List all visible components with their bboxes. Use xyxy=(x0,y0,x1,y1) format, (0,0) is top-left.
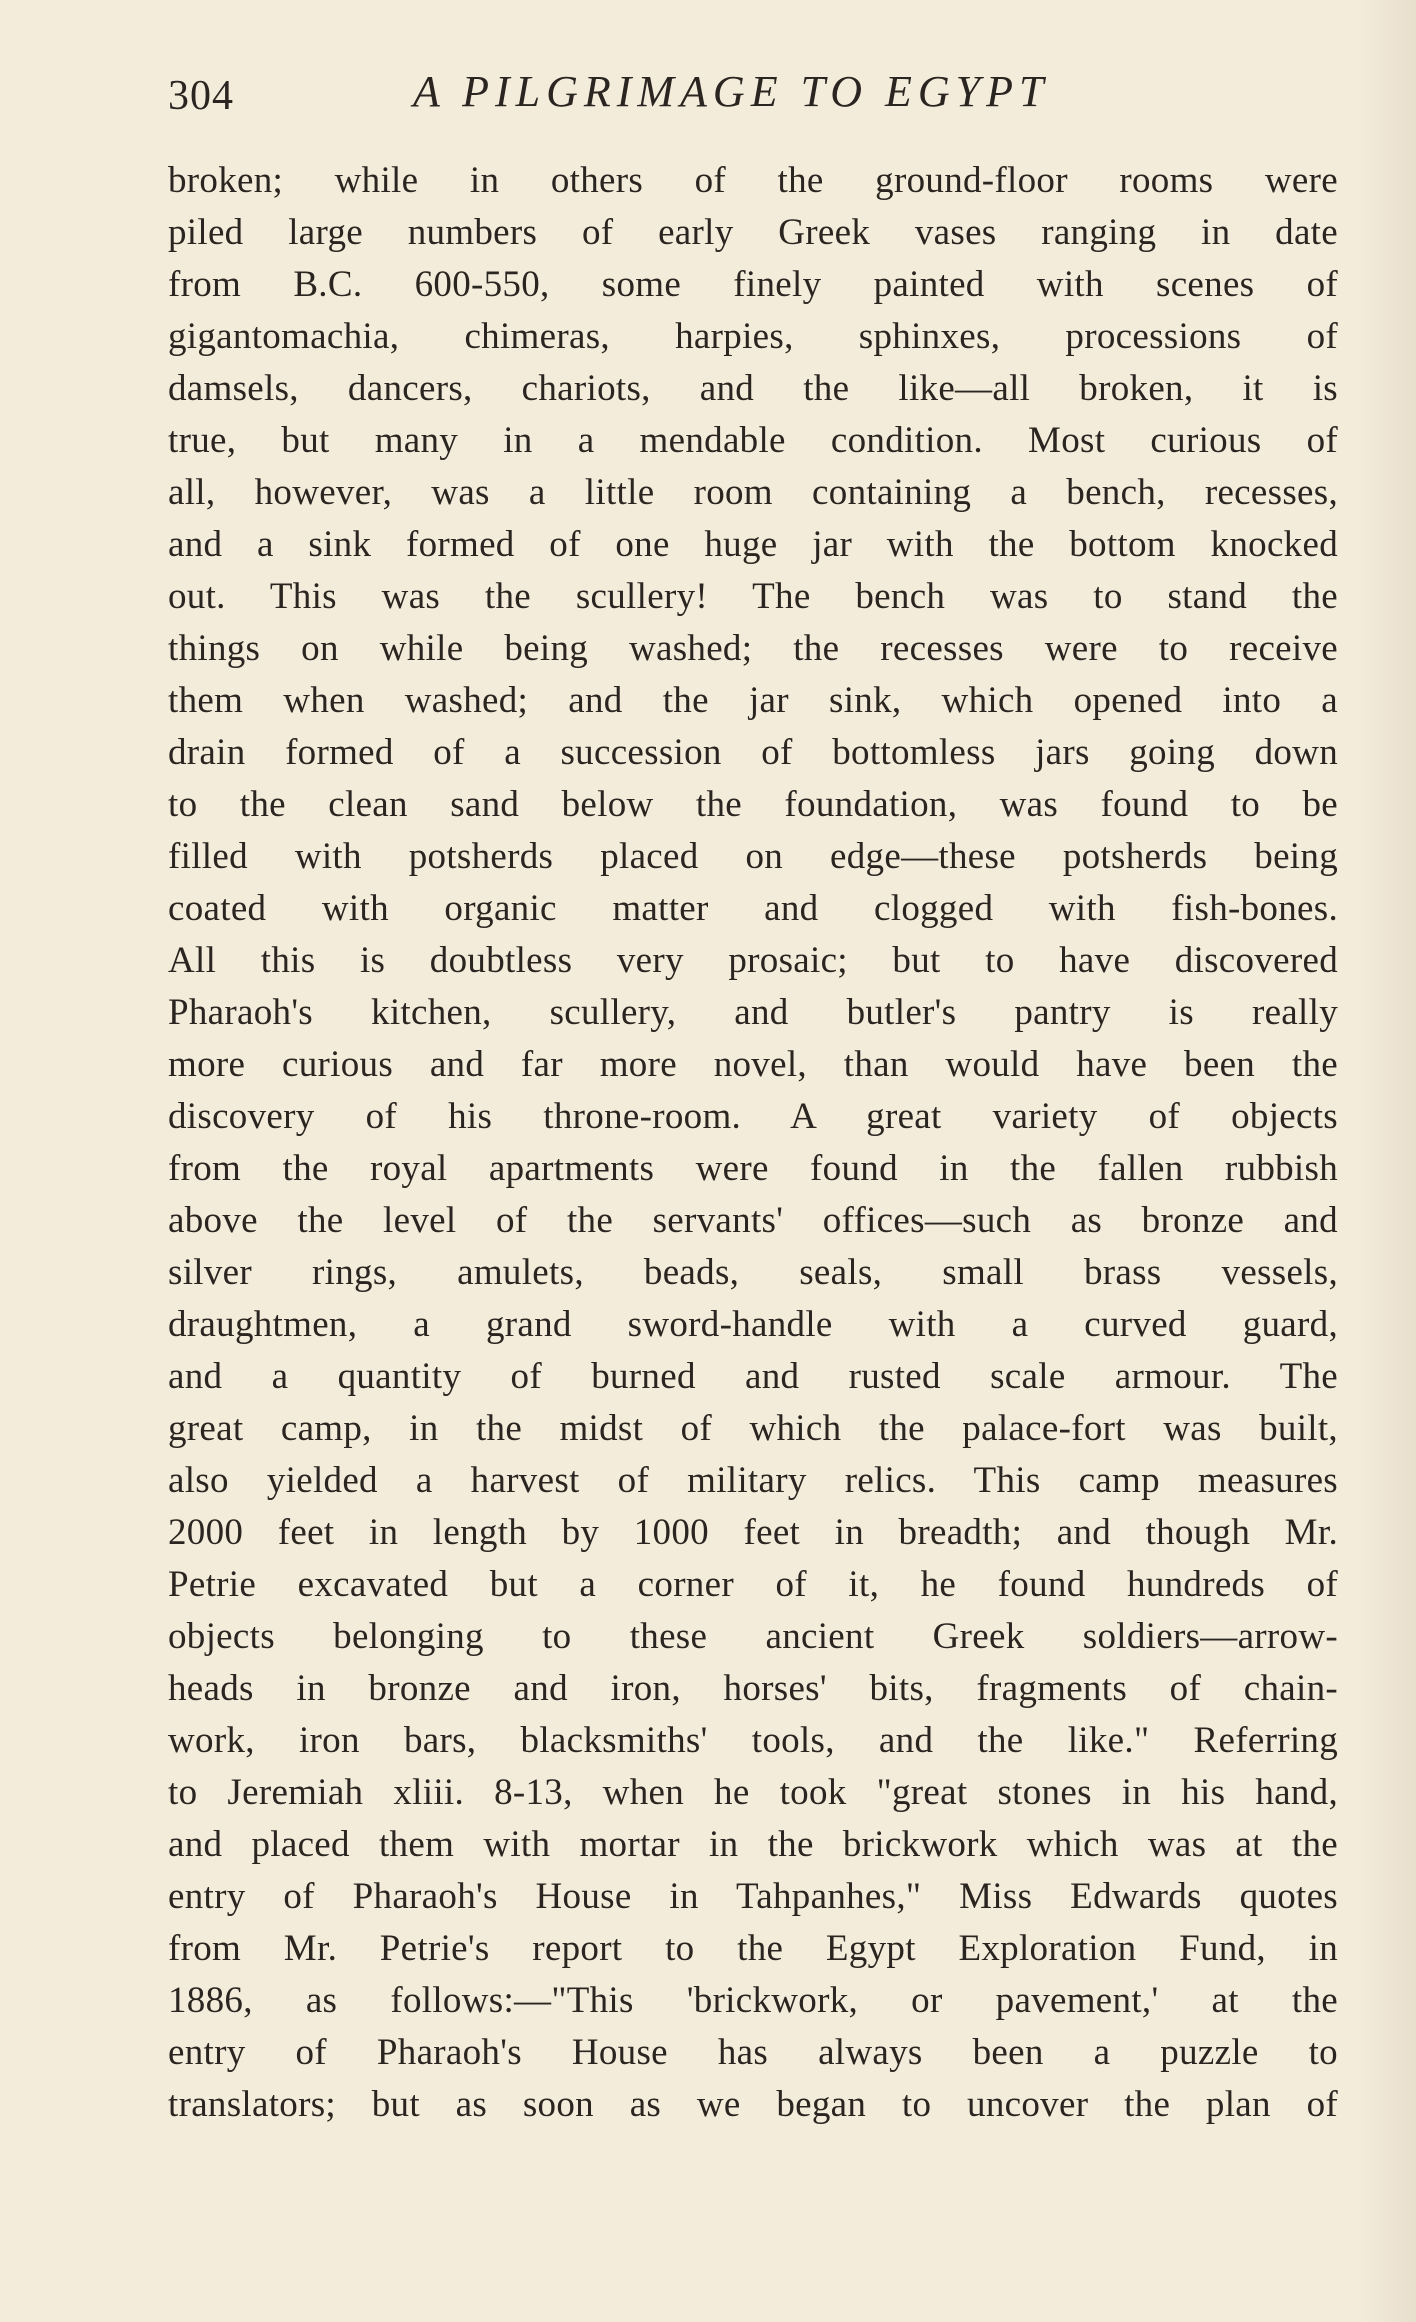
text-line: above the level of the servants' offices—such as bronze and xyxy=(168,1200,1338,1241)
text-line: broken; while in others of the ground-floor rooms were xyxy=(168,160,1338,201)
text-line: objects belonging to these ancient Greek soldiers—arrow- xyxy=(168,1616,1338,1657)
text-line: gigantomachia, chimeras, harpies, sphinxes, processions of xyxy=(168,316,1338,357)
text-line: entry of Pharaoh's House has always been a puzzle to xyxy=(168,2032,1338,2073)
page-number: 304 xyxy=(168,73,234,119)
text-line: things on while being washed; the recesses were to receive xyxy=(168,628,1338,669)
text-line: All this is doubtless very prosaic; but to have discovered xyxy=(168,940,1338,981)
text-line: Pharaoh's kitchen, scullery, and butler's pantry is really xyxy=(168,992,1338,1033)
text-line: drain formed of a succession of bottomless jars going down xyxy=(168,732,1338,773)
text-line: damsels, dancers, chariots, and the like—all broken, it is xyxy=(168,368,1338,409)
text-line: and a quantity of burned and rusted scale armour. The xyxy=(168,1356,1338,1397)
text-line: great camp, in the midst of which the palace-fort was built, xyxy=(168,1408,1338,1449)
page-header xyxy=(168,62,1338,132)
text-line: from Mr. Petrie's report to the Egypt Exploration Fund, in xyxy=(168,1928,1338,1969)
text-line: work, iron bars, blacksmiths' tools, and the like." Referring xyxy=(168,1720,1338,1761)
text-line: piled large numbers of early Greek vases ranging in date xyxy=(168,212,1338,253)
text-line: 2000 feet in length by 1000 feet in breadth; and though Mr. xyxy=(168,1512,1338,1553)
text-line: to the clean sand below the foundation, was found to be xyxy=(168,784,1338,825)
text-line: entry of Pharaoh's House in Tahpanhes," Miss Edwards quotes xyxy=(168,1876,1338,1917)
text-line: and a sink formed of one huge jar with the bottom knocked xyxy=(168,524,1338,565)
text-line: and placed them with mortar in the brickwork which was at the xyxy=(168,1824,1338,1865)
text-line: to Jeremiah xliii. 8-13, when he took "great stones in his hand, xyxy=(168,1772,1338,1813)
text-line: from the royal apartments were found in the fallen rubbish xyxy=(168,1148,1338,1189)
text-line: 1886, as follows:—"This 'brickwork, or pavement,' at the xyxy=(168,1980,1338,2021)
text-line: them when washed; and the jar sink, which opened into a xyxy=(168,680,1338,721)
text-line: out. This was the scullery! The bench was to stand the xyxy=(168,576,1338,617)
text-line: coated with organic matter and clogged with fish-bones. xyxy=(168,888,1338,929)
text-line: all, however, was a little room containing a bench, recesses, xyxy=(168,472,1338,513)
text-line: discovery of his throne-room. A great variety of objects xyxy=(168,1096,1338,1137)
running-title: A PILGRIMAGE TO EGYPT xyxy=(413,67,1050,116)
text-line: from B.C. 600-550, some finely painted with scenes of xyxy=(168,264,1338,305)
body-text xyxy=(168,155,1338,2131)
text-line: translators; but as soon as we began to uncover the plan of xyxy=(168,2084,1338,2125)
text-line: draughtmen, a grand sword-handle with a curved guard, xyxy=(168,1304,1338,1345)
text-line: filled with potsherds placed on edge—these potsherds being xyxy=(168,836,1338,877)
text-line: heads in bronze and iron, horses' bits, fragments of chain- xyxy=(168,1668,1338,1709)
text-line: also yielded a harvest of military relics. This camp measures xyxy=(168,1460,1338,1501)
text-line: silver rings, amulets, beads, seals, small brass vessels, xyxy=(168,1252,1338,1293)
text-line: Petrie excavated but a corner of it, he found hundreds of xyxy=(168,1564,1338,1605)
text-line: true, but many in a mendable condition. Most curious of xyxy=(168,420,1338,461)
text-line: more curious and far more novel, than would have been the xyxy=(168,1044,1338,1085)
